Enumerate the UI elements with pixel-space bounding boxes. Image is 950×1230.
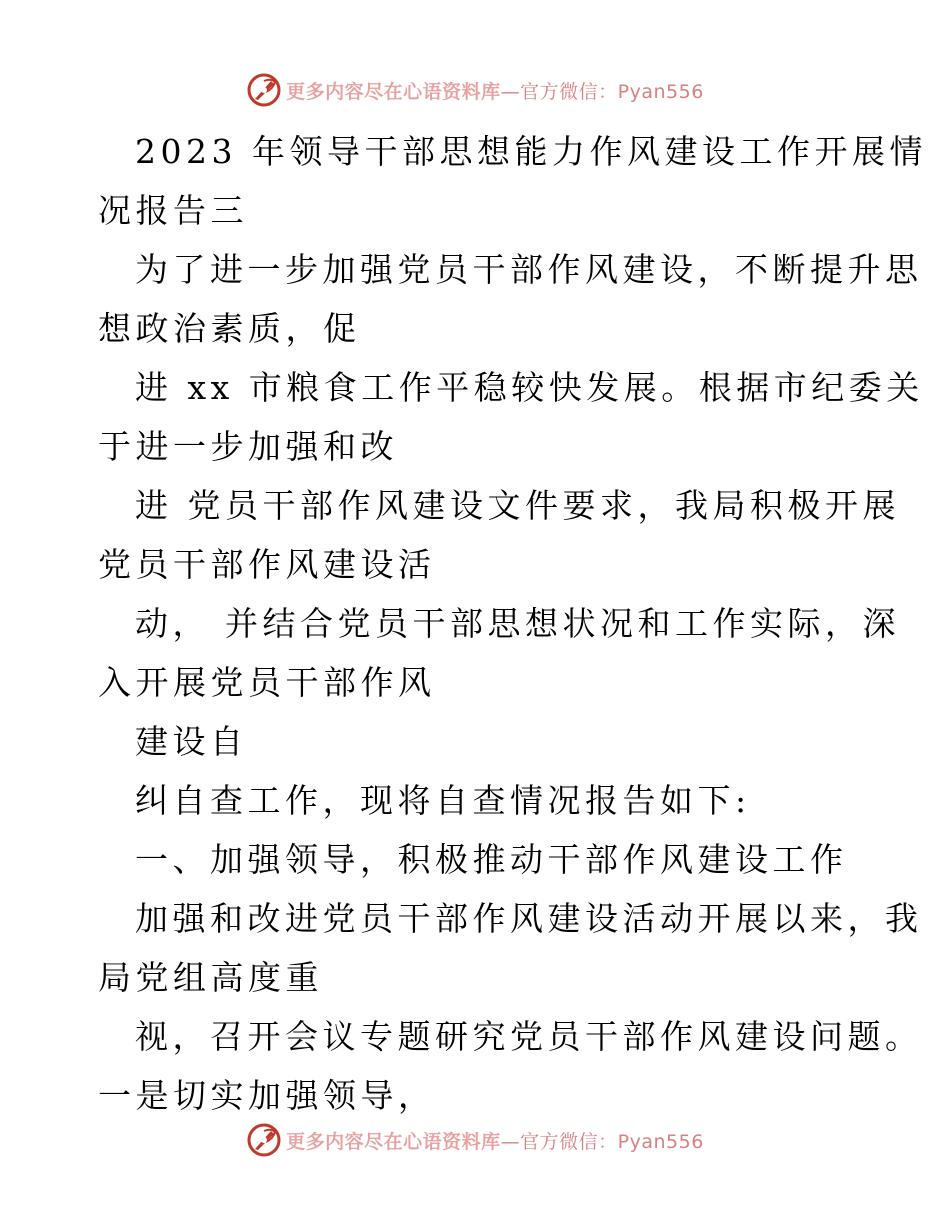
section-heading: 一、加强领导，积极推动干部作风建设工作 [135,840,848,879]
doc-line: 建设自 [135,722,248,761]
header-watermark [0,70,950,110]
doc-line: 想政治素质，促 [98,309,361,348]
doc-line: 视，召开会议专题研究党员干部作风建设问题。 [135,1017,923,1056]
doc-line: 一是切实加强领导， [98,1076,436,1115]
doc-line: 进 xx 市粮食工作平稳较快发展。根据市纪委关 [135,368,924,407]
footer-watermark [0,1120,950,1160]
watermark-sub: —官方微信：Pyan556 [500,1130,704,1153]
doc-line: 动， 并结合党员干部思想状况和工作实际，深 [135,604,900,643]
doc-line: 纠自查工作，现将自查情况报告如下: [135,781,751,820]
watermark-main: 更多内容尽在心语资料库 [286,80,501,103]
watermark-sub: —官方微信：Pyan556 [500,80,704,103]
doc-line: 入开展党员干部作风 [98,663,436,702]
doc-line: 加强和改进党员干部作风建设活动开展以来，我 [135,899,923,938]
document-body [98,122,927,1125]
doc-line: 进 党员干部作风建设文件要求，我局积极开展 [135,486,900,525]
doc-title-line-1: 2023 年领导干部思想能力作风建设工作开展情 [135,132,927,171]
feather-pen-logo-icon [246,72,282,108]
doc-title-line-2: 况报告三 [98,191,248,230]
watermark-text [286,77,704,104]
doc-line: 于进一步加强和改 [98,427,398,466]
watermark-text [286,1127,704,1154]
doc-line: 局党组高度重 [98,958,323,997]
watermark-main: 更多内容尽在心语资料库 [286,1130,501,1153]
doc-line: 党员干部作风建设活 [98,545,436,584]
doc-line: 为了进一步加强党员干部作风建设，不断提升思 [135,250,923,289]
feather-pen-logo-icon [246,1122,282,1158]
